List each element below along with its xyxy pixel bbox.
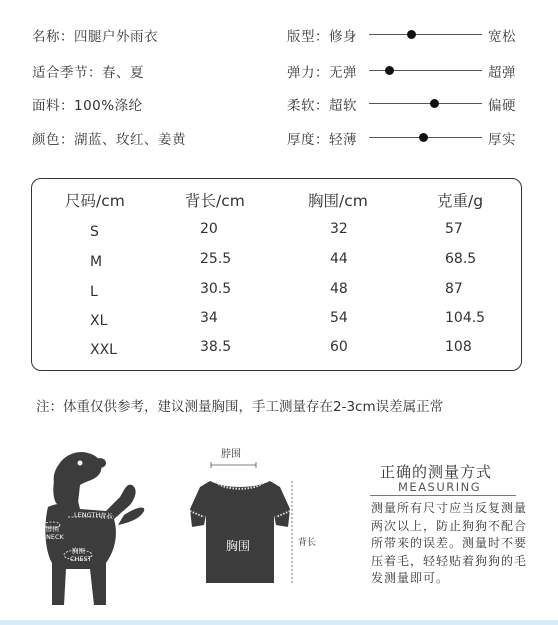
measuring-tip-subtitle: MEASURING (398, 480, 482, 494)
measuring-tip-body: 测量所有尺寸应当反复测量两次以上，防止狗狗不配合所带来的误差。测量时不要压着毛，轻轻贴着狗狗的毛发测量即可。 (371, 501, 528, 585)
slider-right-thickness: 厚实 (488, 132, 516, 148)
slider-label-thickness: 厚度：轻薄 (287, 132, 357, 148)
dog-chest-en-label: CHEST (70, 555, 92, 563)
slider-track-fit (369, 34, 482, 35)
table-header-chest: 胸围/cm (308, 192, 368, 210)
dog-figure (20, 445, 160, 610)
table-header-back-length: 背长/cm (185, 192, 245, 210)
table-cell-chest: 32 (330, 221, 348, 237)
table-cell-back-length: 34 (200, 310, 218, 326)
slider-right-softness: 偏硬 (488, 98, 516, 114)
table-cell-back-length: 30.5 (200, 281, 232, 297)
table-cell-back-length: 25.5 (200, 251, 232, 267)
dog-silhouette-icon (20, 445, 160, 610)
slider-label-stretch: 弹力：无弹 (287, 65, 357, 81)
slider-knob-fit (407, 30, 416, 39)
dog-length-en-label: LENGTH (74, 511, 101, 519)
dog-neck-cn-label: 脖围 (46, 525, 59, 533)
dog-neck-en-label: NECK (46, 533, 64, 541)
table-cell-chest: 48 (330, 281, 348, 297)
shirt-chest-label: 胸围 (226, 539, 251, 553)
slider-track-softness (369, 103, 482, 104)
bottom-border (0, 620, 558, 625)
slider-knob-stretch (385, 66, 394, 75)
measurement-note: 注：体重仅供参考，建议测量胸围，手工测量存在2-3cm误差属正常 (36, 399, 444, 415)
table-cell-weight: 104.5 (445, 310, 486, 326)
slider-right-stretch: 超弹 (488, 65, 516, 81)
table-cell-size: S (90, 224, 99, 240)
shirt-back-length-label: 背长 (298, 538, 317, 548)
table-cell-weight: 57 (445, 221, 463, 237)
table-cell-back-length: 20 (200, 221, 218, 237)
table-cell-chest: 54 (330, 310, 348, 326)
shirt-neck-label: 脖围 (221, 449, 241, 460)
table-cell-weight: 108 (445, 339, 472, 355)
table-cell-size: M (90, 254, 103, 270)
table-cell-size: XXL (90, 342, 117, 358)
slider-right-fit: 宽松 (488, 29, 516, 45)
tip-divider (370, 495, 516, 496)
table-cell-size: XL (90, 313, 108, 329)
table-cell-size: L (90, 284, 98, 300)
spec-season: 适合季节：春、夏 (32, 65, 144, 81)
dog-chest-cn-label: 胸围 (72, 547, 85, 555)
slider-knob-softness (430, 99, 439, 108)
slider-knob-thickness (419, 133, 428, 142)
shirt-figure (186, 445, 326, 595)
table-cell-chest: 60 (330, 339, 348, 355)
shirt-icon (186, 445, 326, 595)
slider-label-fit: 版型：修身 (287, 29, 357, 45)
spec-name: 名称：四腿户外雨衣 (32, 29, 158, 45)
table-cell-back-length: 38.5 (200, 339, 232, 355)
table-header-weight: 克重/g (437, 192, 484, 210)
measuring-tip-title: 正确的测量方式 (380, 463, 493, 481)
table-cell-chest: 44 (330, 251, 348, 267)
table-cell-weight: 68.5 (445, 251, 477, 267)
dog-length-cn-label: 背长 (100, 512, 113, 520)
table-cell-weight: 87 (445, 281, 463, 297)
spec-fabric: 面料：100%涤纶 (32, 98, 143, 114)
slider-label-softness: 柔软：超软 (287, 98, 357, 114)
spec-color: 颜色：湖蓝、玫红、姜黄 (32, 132, 186, 148)
table-header-size: 尺码/cm (65, 192, 125, 210)
